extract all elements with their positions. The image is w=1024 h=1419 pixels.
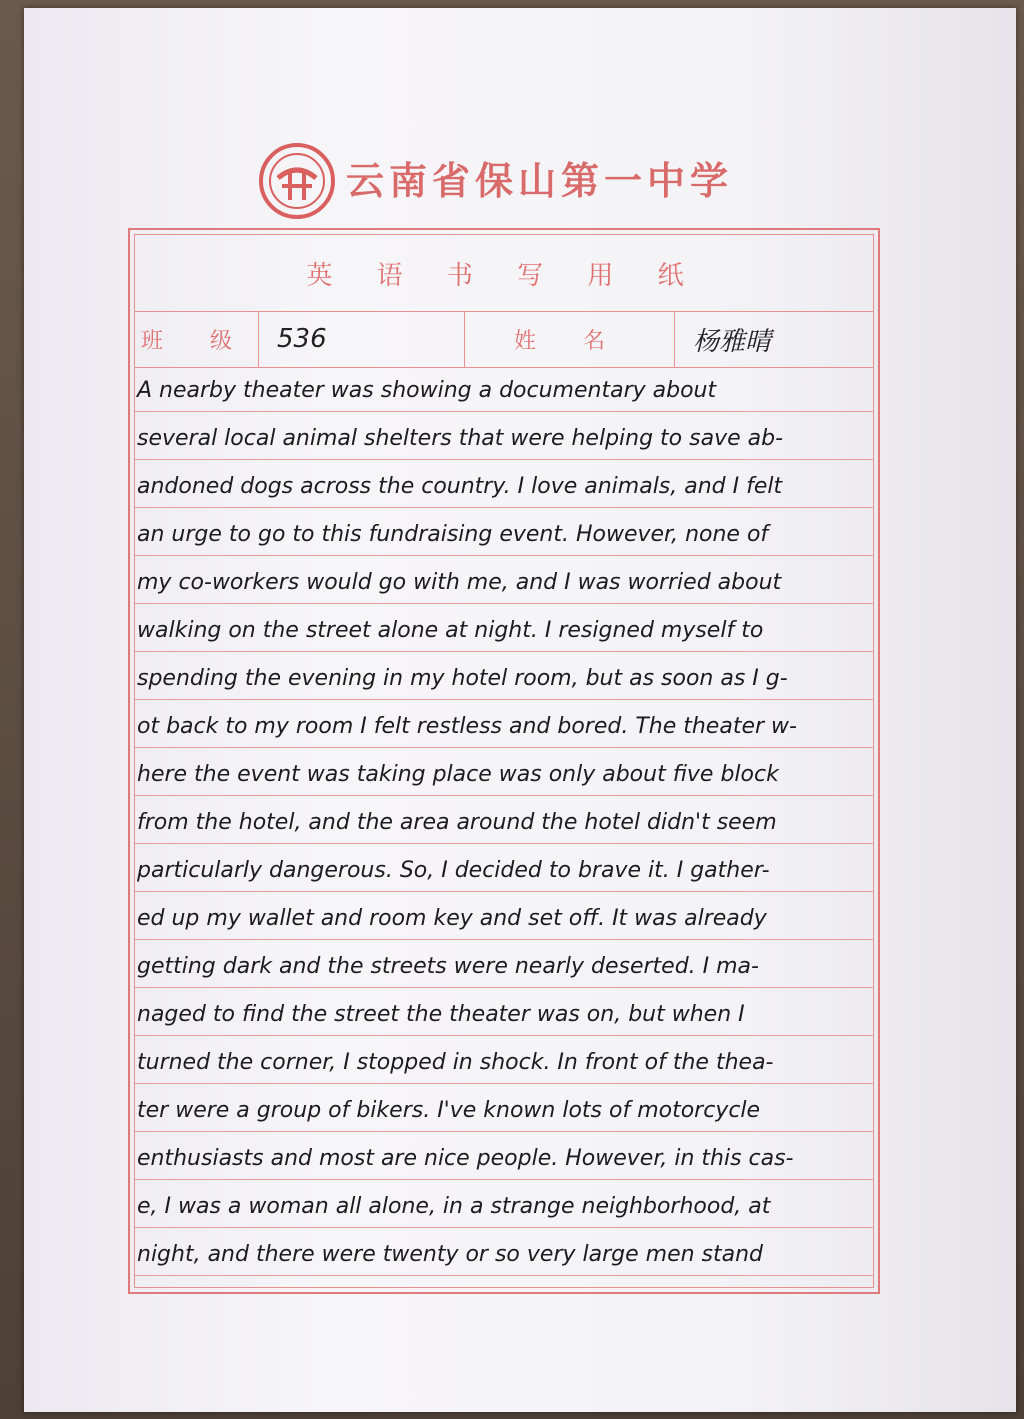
ruled-line: [135, 1035, 873, 1036]
essay-line: several local animal shelters that were helping to save ab-: [137, 426, 784, 451]
class-value[interactable]: 536: [259, 311, 465, 367]
ruled-line: [135, 1227, 873, 1228]
essay-line: walking on the street alone at night. I resigned myself to: [137, 618, 764, 643]
essay-line: naged to find the street the theater was on, but when I: [137, 1002, 745, 1027]
ruled-line: [135, 987, 873, 988]
ruled-line: [135, 1131, 873, 1132]
ruled-line: [135, 1083, 873, 1084]
ruled-line: [135, 795, 873, 796]
ruled-line: [135, 459, 873, 460]
essay-line: A nearby theater was showing a documentary about: [137, 378, 717, 403]
essay-line: here the event was taking place was only about five block: [137, 762, 779, 787]
writing-frame: [128, 228, 880, 1294]
name-label: 姓 名: [465, 311, 675, 367]
ruled-line: [135, 843, 873, 844]
essay-line: spending the evening in my hotel room, but as soon as I g-: [137, 666, 788, 691]
essay-line: turned the corner, I stopped in shock. In front of the thea-: [137, 1050, 774, 1075]
essay-line: an urge to go to this fundraising event. However, none of: [137, 522, 769, 547]
essay-body: [135, 367, 873, 1287]
ruled-line: [135, 1275, 873, 1276]
ruled-line: [135, 603, 873, 604]
essay-line: andoned dogs across the country. I love animals, and I felt: [137, 474, 783, 499]
school-name: 云南省保山第一中学: [346, 158, 734, 203]
essay-line: e, I was a woman all alone, in a strange neighborhood, at: [137, 1194, 771, 1219]
essay-line: ot back to my room I felt restless and bored. The theater w-: [137, 714, 797, 739]
ruled-line: [135, 699, 873, 700]
ruled-line: [135, 891, 873, 892]
essay-line: particularly dangerous. So, I decided to brave it. I gather-: [137, 858, 770, 883]
ruled-line: [135, 507, 873, 508]
ruled-line: [135, 747, 873, 748]
essay-line: ter were a group of bikers. I've known lots of motorcycle: [137, 1098, 761, 1123]
form-title: 英 语 书 写 用 纸: [135, 235, 873, 312]
name-value[interactable]: 杨雅晴: [693, 326, 772, 357]
essay-line: enthusiasts and most are nice people. However, in this cas-: [137, 1146, 794, 1171]
ruled-line: [135, 555, 873, 556]
essay-line: my co-workers would go with me, and I was worried about: [137, 570, 782, 595]
ruled-line: [135, 651, 873, 652]
school-seal-icon: [258, 142, 336, 220]
writing-frame-inner: [134, 234, 874, 1288]
essay-line: getting dark and the streets were nearly deserted. I ma-: [137, 954, 759, 979]
ruled-line: [135, 411, 873, 412]
ruled-line: [135, 939, 873, 940]
essay-line: night, and there were twenty or so very large men stand: [137, 1242, 764, 1267]
ruled-line: [135, 1179, 873, 1180]
essay-line: from the hotel, and the area around the hotel didn't seem: [137, 810, 777, 835]
info-row: [135, 311, 873, 368]
essay-line: ed up my wallet and room key and set off. It was already: [137, 906, 767, 931]
class-label: 班 级: [135, 311, 259, 367]
